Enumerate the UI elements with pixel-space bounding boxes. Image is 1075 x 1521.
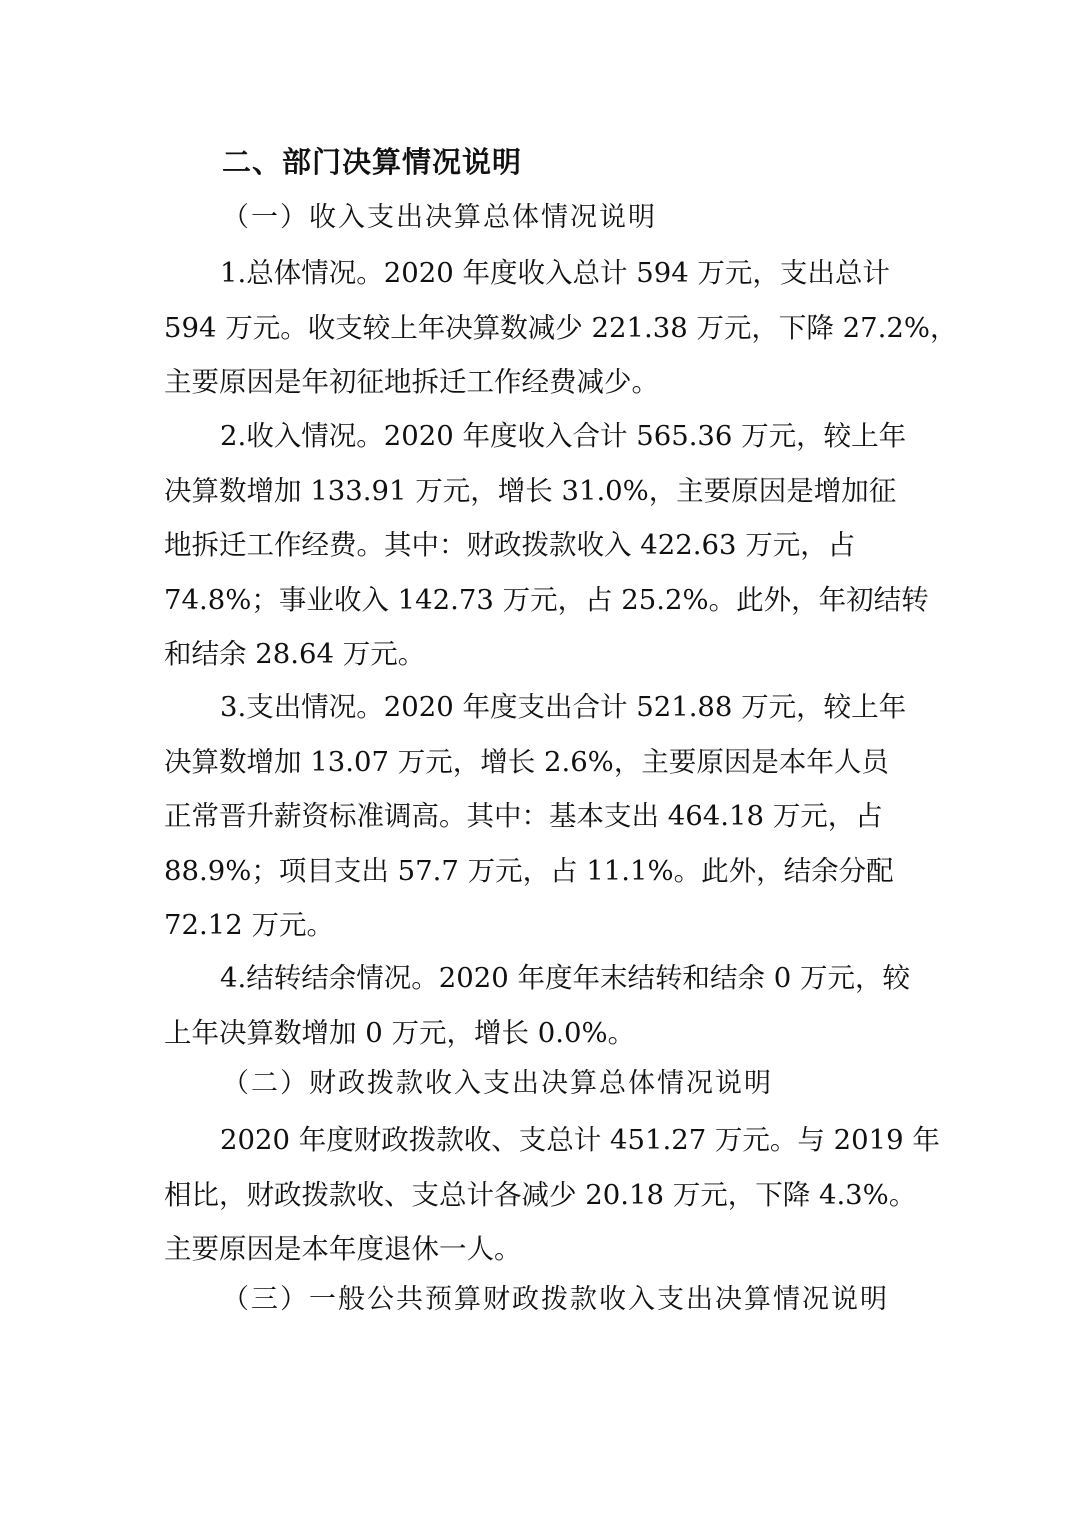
section-heading: 二、部门决算情况说明	[222, 145, 523, 179]
subsection-title-1: （一）收入支出决算总体情况说明	[222, 202, 657, 233]
paragraph-line: 4.结转结余情况。2020 年度年末结转和结余 0 万元，较	[220, 962, 910, 994]
paragraph-line: 地拆迁工作经费。其中：财政拨款收入 422.63 万元，占	[164, 529, 856, 561]
paragraph-line: 2020 年度财政拨款收、支总计 451.27 万元。与 2019 年	[220, 1124, 940, 1156]
paragraph-line: 主要原因是本年度退休一人。	[164, 1233, 522, 1265]
paragraph-line: 相比，财政拨款收、支总计各减少 20.18 万元，下降 4.3%。	[164, 1178, 917, 1211]
paragraph-line: 决算数增加 133.91 万元，增长 31.0%，主要原因是增加征	[164, 474, 897, 507]
subsection-title-2: （二）财政拨款收入支出决算总体情况说明	[222, 1068, 773, 1099]
paragraph-income	[164, 409, 929, 682]
paragraph-carryover	[164, 951, 924, 1060]
paragraph-line: 1.总体情况。2020 年度收入总计 594 万元，支出总计	[220, 257, 890, 289]
paragraph-fiscal-appropriation	[164, 1113, 940, 1277]
paragraph-line: 594 万元。收支较上年决算数减少 221.38 万元，下降 27.2%，	[164, 311, 958, 344]
paragraph-line: 74.8%；事业收入 142.73 万元，占 25.2%。此外，年初结转	[164, 583, 929, 616]
paragraph-expenditure	[164, 680, 924, 953]
paragraph-line: 72.12 万元。	[164, 909, 334, 941]
paragraph-line: 正常晋升薪资标准调高。其中：基本支出 464.18 万元，占	[164, 800, 883, 832]
paragraph-line: 88.9%；项目支出 57.7 万元，占 11.1%。此外，结余分配	[164, 854, 894, 887]
paragraph-line: 和结余 28.64 万元。	[164, 638, 426, 670]
paragraph-line: 2.收入情况。2020 年度收入合计 565.36 万元，较上年	[220, 420, 907, 452]
paragraph-overall	[164, 246, 958, 410]
paragraph-line: 上年决算数增加 0 万元，增长 0.0%。	[164, 1016, 636, 1049]
paragraph-line: 3.支出情况。2020 年度支出合计 521.88 万元，较上年	[220, 691, 907, 723]
paragraph-line: 决算数增加 13.07 万元，增长 2.6%，主要原因是本年人员	[164, 745, 889, 778]
paragraph-line: 主要原因是年初征地拆迁工作经费减少。	[164, 366, 659, 398]
subsection-title-3: （三）一般公共预算财政拨款收入支出决算情况说明	[222, 1284, 889, 1315]
